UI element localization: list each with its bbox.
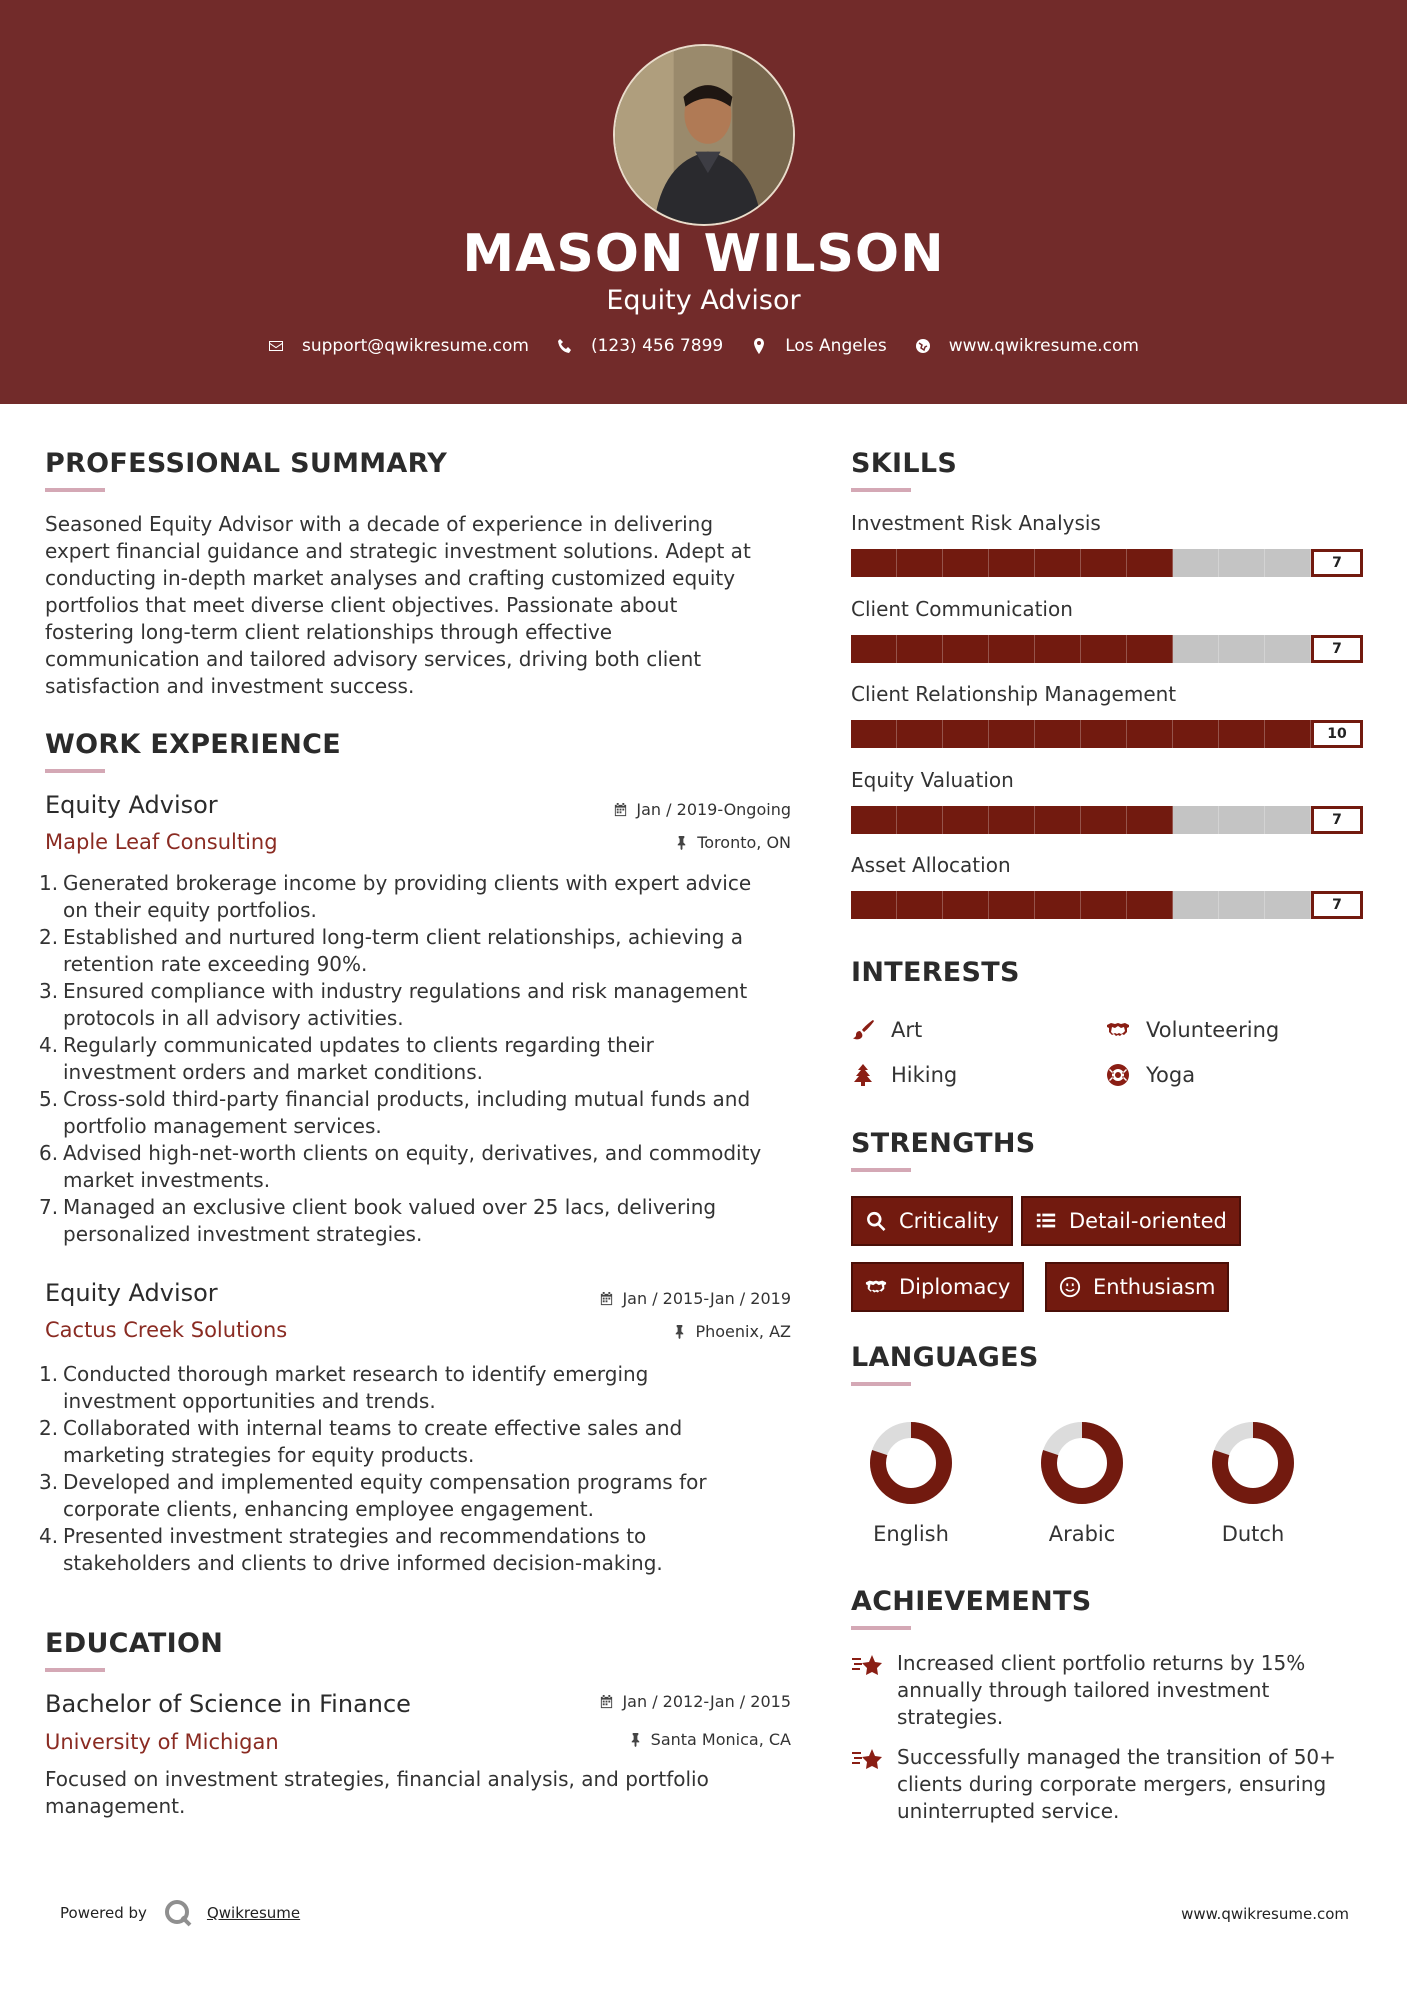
skill-bar-segment: [989, 549, 1035, 577]
job-duties-list: [39, 870, 825, 1248]
list-item: 1. Conducted thorough market research to identify emerging investment opportunities and trends.: [39, 1362, 649, 1413]
skill-bar-segment: [1127, 891, 1173, 919]
job-dates: Jan / 2019-Ongoing: [613, 800, 791, 819]
shooting-star-icon: [851, 1746, 885, 1774]
contact-website[interactable]: [915, 336, 1139, 356]
tree-icon: [851, 1063, 875, 1087]
candidate-title: Equity Advisor: [606, 285, 801, 316]
interest-yoga: Yoga: [1106, 1063, 1195, 1087]
education-dates: Jan / 2012-Jan / 2015: [599, 1692, 791, 1711]
search-icon: [865, 1210, 887, 1232]
skill-bar-segment: [897, 720, 943, 748]
job-company: Cactus Creek Solutions: [45, 1318, 288, 1342]
skill-bar-segment: [1081, 720, 1127, 748]
skill-bar-segment: [897, 891, 943, 919]
skill-bar-segment: [1035, 806, 1081, 834]
skill-bar: [851, 891, 1361, 919]
skill-bar-segment: [897, 549, 943, 577]
brand-link[interactable]: Qwikresume: [206, 1904, 301, 1922]
skill-bar-segment: [989, 806, 1035, 834]
skill-bar-segment: [943, 720, 989, 748]
skill-label: Asset Allocation: [851, 853, 1011, 877]
skill-bar-segment: [1127, 549, 1173, 577]
calendar-icon: [613, 802, 628, 817]
skill-bar-segment: [1173, 720, 1219, 748]
skill-bar-segment: [1219, 806, 1265, 834]
skill-bar-segment: [897, 806, 943, 834]
powered-by-text: Powered by: [60, 1904, 147, 1922]
skill-label: Equity Valuation: [851, 767, 1014, 792]
skill-bar-segment: [1265, 635, 1311, 663]
map-pin-icon: [751, 338, 767, 354]
skill-bar-segment: [1081, 635, 1127, 663]
header-banner: [0, 0, 1407, 404]
experience-heading: WORK EXPERIENCE: [45, 729, 341, 760]
skill-bar-segment: [1265, 806, 1311, 834]
skill-bar-segment: [1127, 806, 1173, 834]
footer-powered-by: [60, 1898, 300, 1928]
skill-bar-segment: [1081, 806, 1127, 834]
interests-heading: INTERESTS: [851, 957, 1020, 988]
language-item: [1022, 1418, 1142, 1546]
skill-bar-segment: [1265, 720, 1311, 748]
skill-bar-segment: [989, 891, 1035, 919]
skill-bar-segment: [943, 891, 989, 919]
skill-bar-segment: [1081, 549, 1127, 577]
skill-value-badge: 7: [1311, 806, 1363, 834]
list-item: 1. Generated brokerage income by providing clients with expert advice on their equity portfolios.: [39, 871, 752, 922]
skill-bar-segment: [943, 549, 989, 577]
language-donut-chart: [1208, 1418, 1298, 1508]
phone-text: (123) 456 7899: [590, 336, 724, 356]
skill-bar-segment: [897, 635, 943, 663]
skill-bar-segment: [1265, 549, 1311, 577]
list-item: 6. Advised high-net-worth clients on equity, derivatives, and commodity market investments.: [39, 1141, 762, 1192]
skill-bar-segment: [1219, 720, 1265, 748]
language-donut-chart: [1037, 1418, 1127, 1508]
job-duties-list: [39, 1361, 825, 1577]
list-item: 4. Regularly communicated updates to clients regarding their investment orders and market conditions.: [39, 1033, 654, 1084]
skill-bar-segment: [1219, 635, 1265, 663]
job-company: Maple Leaf Consulting: [45, 830, 278, 854]
skill-bar-segment: [1035, 549, 1081, 577]
languages-heading: LANGUAGES: [851, 1342, 1039, 1373]
job-dates: Jan / 2015-Jan / 2019: [599, 1289, 791, 1308]
paintbrush-icon: [851, 1018, 875, 1042]
skill-bar-segment: [989, 720, 1035, 748]
email-text: support@qwikresume.com: [302, 336, 529, 356]
list-item: 2. Collaborated with internal teams to create effective sales and marketing strategies for equity products.: [39, 1416, 683, 1467]
interest-art: Art: [851, 1018, 922, 1042]
skill-bar-segment: [1173, 806, 1219, 834]
location-text: Los Angeles: [785, 336, 887, 356]
language-label: English: [873, 1522, 949, 1546]
achievement-item: Increased client portfolio returns by 15% annually through tailored investment strategies.: [851, 1650, 1305, 1731]
list-item: 3. Developed and implemented equity compensation programs for corporate clients, enhancing employee engagement.: [39, 1470, 707, 1521]
school-name: University of Michigan: [45, 1730, 279, 1754]
language-label: Arabic: [1048, 1522, 1116, 1546]
skill-bar-segment: [851, 806, 897, 834]
achievements-underline: [851, 1626, 911, 1630]
skill-label: Client Communication: [851, 596, 1073, 621]
summary-heading: PROFESSIONAL SUMMARY: [45, 448, 448, 479]
skill-bar-segment: [851, 891, 897, 919]
list-item: 3. Ensured compliance with industry regulations and risk management protocols in all advisory activities.: [39, 979, 748, 1030]
education-heading: EDUCATION: [45, 1628, 224, 1659]
profile-photo: [613, 44, 795, 226]
candidate-name: MASON WILSON: [462, 224, 945, 284]
skill-bar-segment: [1219, 891, 1265, 919]
envelope-icon: [268, 338, 284, 354]
skill-bar-segment: [989, 635, 1035, 663]
shooting-star-icon: [851, 1652, 885, 1680]
skill-bar-segment: [851, 549, 897, 577]
skill-bar-segment: [1173, 891, 1219, 919]
handshake-icon: [1106, 1018, 1130, 1042]
calendar-icon: [599, 1291, 614, 1306]
strengths-underline: [851, 1168, 911, 1172]
education-location: Santa Monica, CA: [628, 1730, 791, 1749]
contact-phone[interactable]: [557, 336, 723, 356]
skill-bar-segment: [943, 806, 989, 834]
contact-email[interactable]: [268, 336, 529, 356]
achievement-item: Successfully managed the transition of 50+ clients during corporate mergers, ensuring uninterrupted service.: [851, 1744, 1336, 1825]
skill-bar: [851, 806, 1361, 834]
list-item: 7. Managed an exclusive client book valued over 25 lacs, delivering personalized investment strategies.: [39, 1195, 717, 1246]
job-title: Equity Advisor: [45, 791, 218, 819]
skill-bar-segment: [1035, 635, 1081, 663]
skill-bar-segment: [851, 720, 897, 748]
contact-bar: [0, 336, 1407, 356]
calendar-icon: [599, 1694, 614, 1709]
skill-bar-segment: [1173, 549, 1219, 577]
list-icon: [1035, 1210, 1057, 1232]
handshake-icon: [865, 1276, 887, 1298]
skill-bar-segment: [1127, 635, 1173, 663]
job-location: Toronto, ON: [674, 833, 791, 852]
summary-text: Seasoned Equity Advisor with a decade of experience in delivering expert financial guidance and strategic investment solutions. Adept at conducting in-depth market analyses and crafting customized equity portfolios that meet diverse client objectives. Passionate about fostering long-term client relationships through effective communication and tailored advisory services, driving both client satisfaction and investment success.: [45, 512, 751, 698]
education-underline: [45, 1668, 105, 1672]
job-location: Phoenix, AZ: [672, 1322, 791, 1341]
language-item: [851, 1418, 971, 1546]
skill-value-badge: 10: [1311, 720, 1363, 748]
skill-label: Investment Risk Analysis: [851, 511, 1101, 535]
pushpin-icon: [672, 1324, 687, 1339]
skill-bar: [851, 549, 1361, 577]
strength-criticality: Criticality: [851, 1196, 1013, 1246]
degree-title: Bachelor of Science in Finance: [45, 1690, 411, 1718]
skills-underline: [851, 488, 911, 492]
footer-website-link[interactable]: www.qwikresume.com: [1181, 1905, 1349, 1923]
list-item: 4. Presented investment strategies and recommendations to stakeholders and clients to drive informed decision-making.: [39, 1524, 663, 1575]
skill-bar-segment: [1173, 635, 1219, 663]
achievements-heading: ACHIEVEMENTS: [851, 1586, 1092, 1617]
strength-diplomacy: Diplomacy: [851, 1262, 1024, 1312]
skill-bar-segment: [1127, 720, 1173, 748]
interest-volunteering: Volunteering: [1106, 1018, 1279, 1042]
education-description: Focused on investment strategies, financial analysis, and portfolio management.: [45, 1767, 709, 1818]
language-item: [1193, 1418, 1313, 1546]
skill-bar-segment: [1035, 891, 1081, 919]
languages-underline: [851, 1382, 911, 1386]
skills-heading: SKILLS: [851, 448, 958, 479]
skill-label: Client Relationship Management: [851, 682, 1177, 706]
qwikresume-logo-icon: [163, 1898, 193, 1928]
skill-bar-segment: [1035, 720, 1081, 748]
strengths-heading: STRENGTHS: [851, 1128, 1036, 1159]
skill-bar-segment: [1265, 891, 1311, 919]
job-title: Equity Advisor: [45, 1279, 218, 1307]
skill-bar: [851, 720, 1361, 748]
contact-location: [751, 336, 887, 356]
website-text: www.qwikresume.com: [948, 336, 1139, 356]
globe-icon: [915, 338, 931, 354]
skill-value-badge: 7: [1311, 635, 1363, 663]
list-item: 2. Established and nurtured long-term client relationships, achieving a retention rate exceeding 90%.: [39, 925, 744, 976]
smile-icon: [1059, 1276, 1081, 1298]
skill-value-badge: 7: [1311, 891, 1363, 919]
phone-icon: [557, 338, 573, 354]
skill-bar-segment: [1219, 549, 1265, 577]
summary-underline: [45, 488, 105, 492]
language-label: Dutch: [1221, 1522, 1285, 1546]
skill-bar-segment: [851, 635, 897, 663]
skill-bar: [851, 635, 1361, 663]
skill-value-badge: 7: [1311, 549, 1363, 577]
strength-enthusiasm: Enthusiasm: [1045, 1262, 1229, 1312]
language-donut-chart: [866, 1418, 956, 1508]
pushpin-icon: [628, 1732, 643, 1747]
lifering-icon: [1106, 1063, 1130, 1087]
skill-bar-segment: [943, 635, 989, 663]
interest-hiking: Hiking: [851, 1063, 957, 1087]
list-item: 5. Cross-sold third-party financial products, including mutual funds and portfolio management services.: [39, 1087, 751, 1138]
experience-underline: [45, 769, 105, 773]
pushpin-icon: [674, 835, 689, 850]
strength-detail-oriented: Detail-oriented: [1021, 1196, 1241, 1246]
skill-bar-segment: [1081, 891, 1127, 919]
